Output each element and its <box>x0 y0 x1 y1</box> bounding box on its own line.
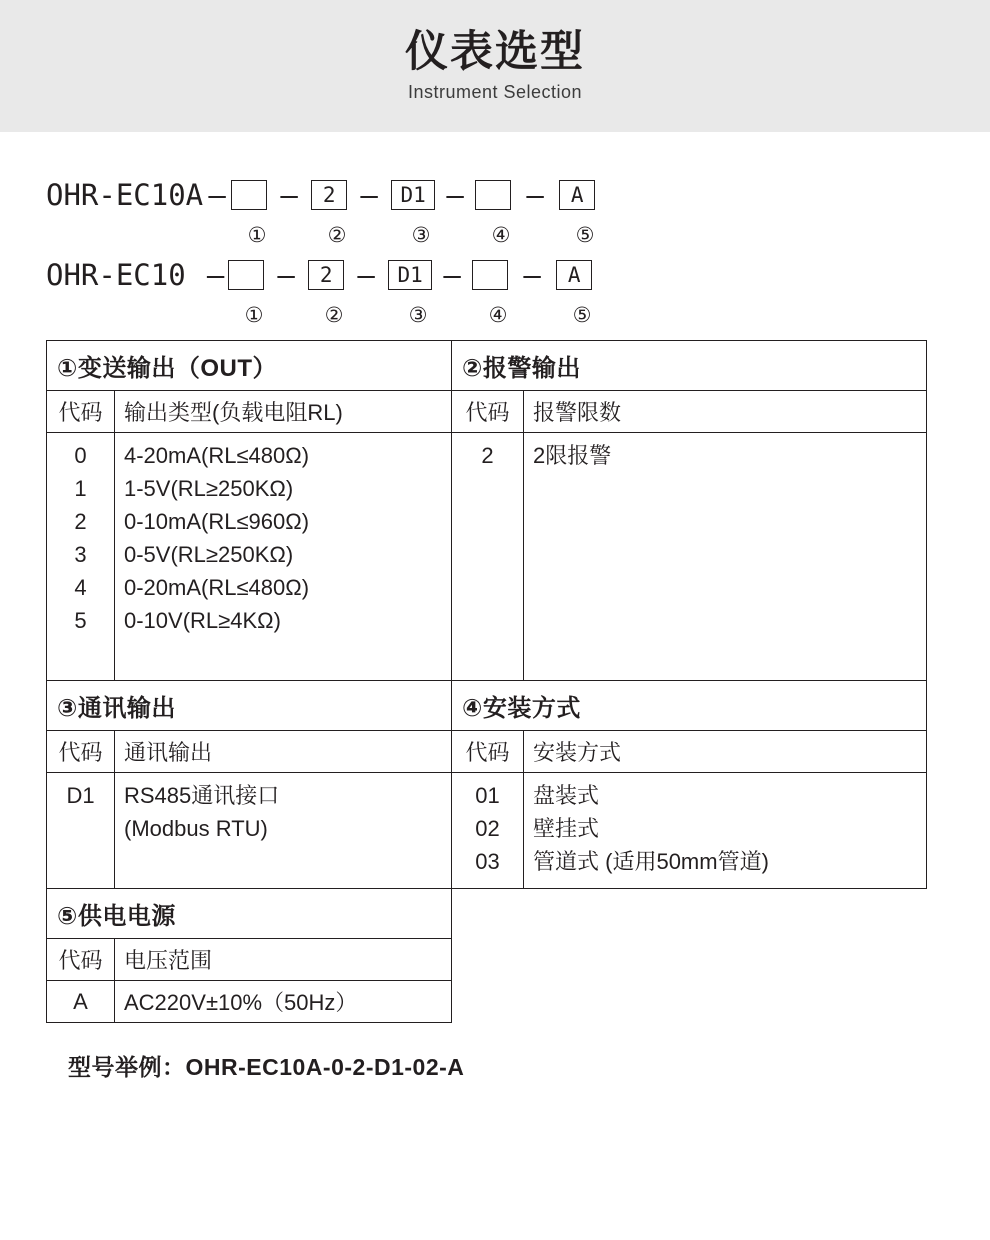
power-desc-0: AC220V±10%（50Hz） <box>124 990 358 1015</box>
section-title-alarm: ②报警输出 <box>462 355 581 382</box>
out-code-header: 代码 <box>58 400 103 425</box>
comm-desc-0: RS485通讯接口 <box>124 783 280 808</box>
mount-code-1: 02 <box>475 816 500 841</box>
comm-desc-header: 通讯输出 <box>124 740 213 765</box>
mount-desc-1: 壁挂式 <box>533 816 600 841</box>
model-1-segment-4[interactable] <box>475 180 511 210</box>
section-title-power-cell <box>47 889 452 939</box>
mount-desc-0: 盘装式 <box>533 783 600 808</box>
out-code-3: 3 <box>74 542 87 567</box>
out-code-5: 5 <box>74 608 87 633</box>
page-content <box>0 172 990 1082</box>
marker-1: ① <box>247 223 267 247</box>
model-1-segment-5[interactable]: A <box>559 180 595 210</box>
table-row <box>47 681 927 731</box>
model-example: 型号举例：OHR-EC10A-0-2-D1-02-A <box>68 1054 465 1080</box>
comm-code-header: 代码 <box>58 740 103 765</box>
page-header <box>0 0 990 132</box>
empty-cell <box>452 981 927 1023</box>
power-code-header: 代码 <box>58 948 103 973</box>
section-title-power: ⑤供电电源 <box>57 903 176 930</box>
mount-descs-cell <box>524 773 927 889</box>
out-desc-5: 0-10V(RL≥4KΩ) <box>124 608 281 633</box>
mount-desc-2: 管道式 (适用50mm管道) <box>533 849 769 874</box>
marker-1: ① <box>244 303 264 327</box>
section-title-alarm-cell <box>452 341 927 391</box>
comm-code-header-cell <box>47 731 115 773</box>
section-title-mount-cell <box>452 681 927 731</box>
table-row <box>47 981 927 1023</box>
power-desc-header: 电压范围 <box>124 948 213 973</box>
table-row <box>47 773 927 889</box>
table-row <box>47 731 927 773</box>
marker-2: ② <box>327 223 347 247</box>
page-subtitle: Instrument Selection <box>407 82 583 103</box>
mount-code-0: 01 <box>475 783 500 808</box>
model-separator: — <box>277 258 295 292</box>
alarm-desc-header: 报警限数 <box>533 400 622 425</box>
model-separator: — <box>360 178 378 212</box>
out-desc-header-cell <box>115 391 452 433</box>
table-row <box>47 433 927 681</box>
alarm-desc-0: 2限报警 <box>533 443 612 468</box>
marker-3: ③ <box>408 303 428 327</box>
alarm-codes-cell <box>452 433 524 681</box>
marker-5: ⑤ <box>572 303 592 327</box>
power-descs-cell <box>115 981 452 1023</box>
out-code-2: 2 <box>74 509 87 534</box>
alarm-code-header-cell <box>452 391 524 433</box>
model-separator: — <box>206 258 225 292</box>
model-code-diagram <box>46 172 944 332</box>
model-2-segment-3[interactable]: D1 <box>388 260 432 290</box>
marker-5: ⑤ <box>575 223 595 247</box>
model-separator: — <box>357 258 375 292</box>
mount-code-2: 03 <box>475 849 500 874</box>
model-1-segment-3[interactable]: D1 <box>391 180 435 210</box>
model-1-segment-1[interactable] <box>231 180 267 210</box>
alarm-code-0: 2 <box>481 443 494 468</box>
model-marker-row-2 <box>46 298 944 332</box>
model-separator: — <box>526 178 544 212</box>
table-row <box>47 391 927 433</box>
model-2-segment-4[interactable] <box>472 260 508 290</box>
comm-descs-cell <box>115 773 452 889</box>
selection-table <box>46 340 927 1023</box>
empty-cell <box>452 889 927 939</box>
out-desc-header: 输出类型(负载电阻RL) <box>124 400 343 425</box>
out-codes-cell <box>47 433 115 681</box>
marker-2: ② <box>324 303 344 327</box>
comm-code-0: D1 <box>66 783 95 808</box>
out-desc-0: 4-20mA(RL≤480Ω) <box>124 443 310 468</box>
power-desc-header-cell <box>115 939 452 981</box>
model-1-segment-2[interactable]: 2 <box>311 180 347 210</box>
section-title-out: ①变送输出（OUT） <box>57 355 277 382</box>
comm-codes-cell <box>47 773 115 889</box>
power-codes-cell <box>47 981 115 1023</box>
alarm-descs-cell <box>524 433 927 681</box>
section-title-out-cell <box>47 341 452 391</box>
comm-desc-1: (Modbus RTU) <box>124 816 268 841</box>
table-row <box>47 889 927 939</box>
mount-desc-header-cell <box>524 731 927 773</box>
out-desc-2: 0-10mA(RL≤960Ω) <box>124 509 310 534</box>
model-code-row-2 <box>46 252 944 298</box>
model-marker-row-1 <box>46 218 944 252</box>
out-code-4: 4 <box>74 575 87 600</box>
power-code-header-cell <box>47 939 115 981</box>
mount-desc-header: 安装方式 <box>533 740 622 765</box>
marker-4: ④ <box>491 223 511 247</box>
table-row <box>47 341 927 391</box>
alarm-desc-header-cell <box>524 391 927 433</box>
model-2-segment-5[interactable]: A <box>556 260 592 290</box>
section-title-comm: ③通讯输出 <box>57 695 176 722</box>
out-code-0: 0 <box>74 443 87 468</box>
out-desc-4: 0-20mA(RL≤480Ω) <box>124 575 310 600</box>
model-separator: — <box>443 258 461 292</box>
mount-codes-cell <box>452 773 524 889</box>
comm-desc-header-cell <box>115 731 452 773</box>
model-code-row-1 <box>46 172 944 218</box>
model-name-1: OHR-EC10A <box>46 178 204 212</box>
marker-4: ④ <box>488 303 508 327</box>
model-2-segment-2[interactable]: 2 <box>308 260 344 290</box>
section-title-comm-cell <box>47 681 452 731</box>
marker-3: ③ <box>411 223 431 247</box>
model-separator: — <box>523 258 541 292</box>
out-desc-3: 0-5V(RL≥250KΩ) <box>124 542 294 567</box>
out-code-1: 1 <box>74 476 87 501</box>
model-2-segment-1[interactable] <box>228 260 264 290</box>
out-descs-cell <box>115 433 452 681</box>
out-desc-1: 1-5V(RL≥250KΩ) <box>124 476 294 501</box>
model-separator: — <box>208 178 226 212</box>
empty-cell <box>452 939 927 981</box>
model-name-2: OHR-EC10 <box>46 258 204 292</box>
alarm-code-header: 代码 <box>465 400 510 425</box>
power-code-0: A <box>73 988 88 1014</box>
model-separator: — <box>446 178 464 212</box>
page-title: 仪表选型 <box>405 27 585 76</box>
mount-code-header: 代码 <box>465 740 510 765</box>
mount-code-header-cell <box>452 731 524 773</box>
out-code-header-cell <box>47 391 115 433</box>
table-row <box>47 939 927 981</box>
model-separator: — <box>280 178 298 212</box>
section-title-mount: ④安装方式 <box>462 695 581 722</box>
